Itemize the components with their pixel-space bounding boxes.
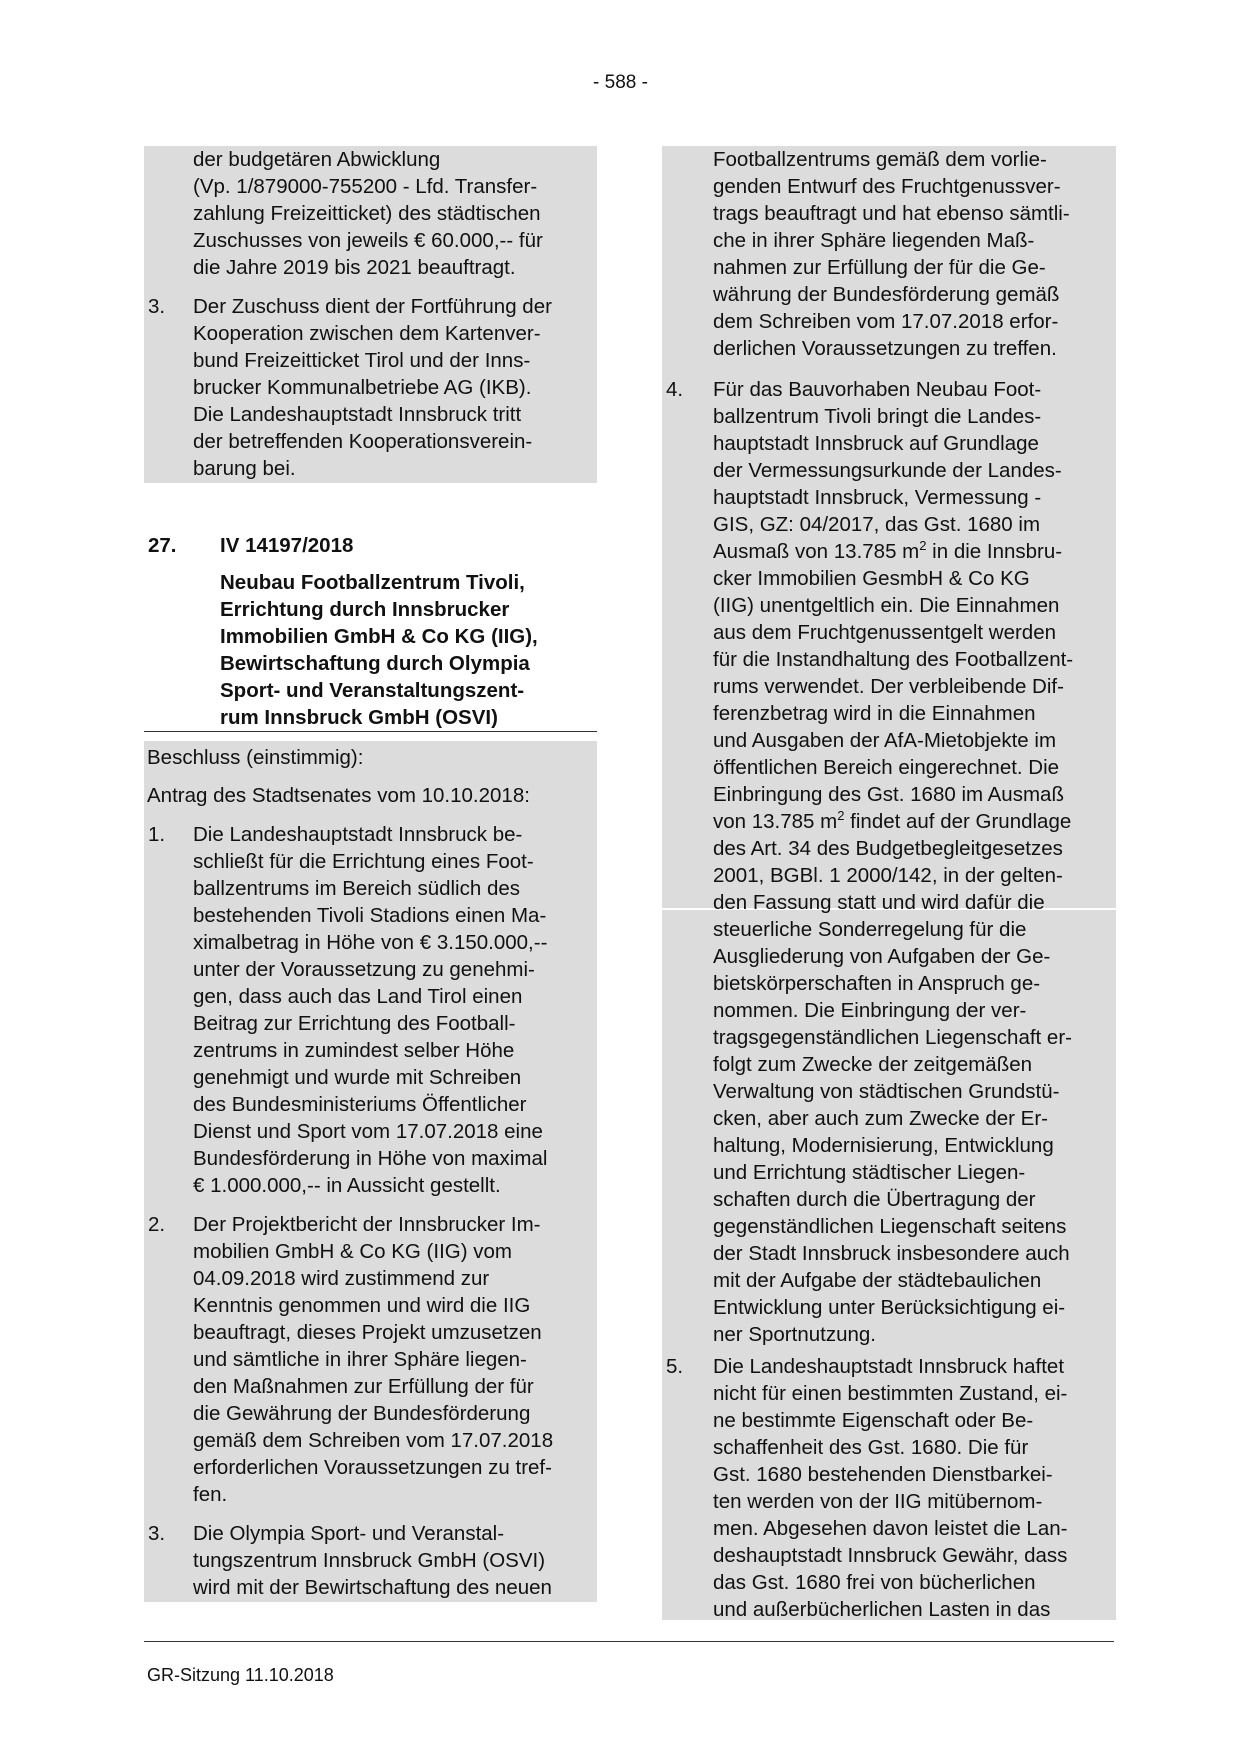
text-line: der Stadt Innsbruck insbesondere auch [713, 1242, 1070, 1265]
item1-number: 1. [148, 823, 166, 846]
text-line: schaffenheit des Gst. 1680. Die für [713, 1436, 1029, 1459]
item1-text [193, 821, 547, 1199]
text-line: die Jahre 2019 bis 2021 beauftragt. [193, 256, 516, 279]
item3-number: 3. [148, 1522, 166, 1545]
text-line: und Errichtung städtischer Liegen- [713, 1161, 1026, 1184]
text-line: ne bestimmte Eigenschaft oder Be- [713, 1409, 1034, 1432]
text-line: mit der Aufgabe der städtebaulichen [713, 1269, 1042, 1292]
text-line: ferenzbetrag wird in die Einnahmen [713, 702, 1036, 725]
text-line: gen, dass auch das Land Tirol einen [193, 985, 523, 1008]
text-line: nommen. Die Einbringung der ver- [713, 999, 1027, 1022]
text-line: tragsgegenständlichen Liegenschaft er- [713, 1026, 1072, 1049]
text-line: unter der Voraussetzung zu genehmi- [193, 958, 535, 981]
item3-continuation [713, 146, 1070, 362]
text-line: hauptstadt Innsbruck, Vermessung - [713, 486, 1042, 509]
footer-rule [144, 1641, 1114, 1642]
text-line: che in ihrer Sphäre liegenden Maß- [713, 229, 1035, 252]
text-line: das Gst. 1680 frei von bücherlichen [713, 1571, 1036, 1594]
text-line: bietskörperschaften in Anspruch ge- [713, 972, 1041, 995]
text-line: Errichtung durch Innsbrucker [220, 598, 510, 621]
text-line: der Vermessungsurkunde der Landes- [713, 459, 1062, 482]
text-line: haltung, Modernisierung, Entwicklung [713, 1134, 1054, 1157]
text-line: erforderlichen Voraussetzungen zu tref- [193, 1456, 552, 1479]
agenda-reference: IV 14197/2018 [220, 534, 354, 557]
text-line: den Maßnahmen zur Erfüllung der für [193, 1375, 534, 1398]
text-line: Zuschusses von jeweils € 60.000,-- für [193, 229, 543, 252]
text-line: schaften durch die Übertragung der [713, 1188, 1036, 1211]
item5-number: 5. [666, 1355, 684, 1378]
text-line: für die Instandhaltung des Footballzent- [713, 648, 1074, 671]
text-line: brucker Kommunalbetriebe AG (IKB). [193, 376, 532, 399]
text-line: dem Schreiben vom 17.07.2018 erfor- [713, 310, 1059, 333]
text-line: und sämtliche in ihrer Sphäre liegen- [193, 1348, 527, 1371]
agenda-number: 27. [148, 534, 177, 557]
item4-number: 4. [666, 378, 684, 401]
text-line: derlichen Voraussetzungen zu treffen. [713, 337, 1057, 360]
text-line: 2001, BGBl. 1 2000/142, in der gelten- [713, 864, 1063, 887]
text-line: Bundesförderung in Höhe von maximal [193, 1147, 548, 1170]
text-line: und außerbücherlichen Lasten in das [713, 1598, 1051, 1621]
text-line: wird mit der Bewirtschaftung des neuen [193, 1576, 552, 1599]
text-line: (Vp. 1/879000-755200 - Lfd. Transfer- [193, 175, 538, 198]
text-line: die Gewährung der Bundesförderung [193, 1402, 531, 1425]
prev-item3-number: 3. [148, 295, 166, 318]
item2-text [193, 1211, 553, 1508]
text-line: den Fassung statt und wird dafür die [713, 891, 1045, 914]
agenda-divider [144, 731, 597, 732]
text-line: Entwicklung unter Berücksichtigung ei- [713, 1296, 1066, 1319]
text-line: € 1.000.000,-- in Aussicht gestellt. [193, 1174, 501, 1197]
text-line: Kenntnis genommen und wird die IIG [193, 1294, 531, 1317]
text-line: cken, aber auch zum Zwecke der Er- [713, 1107, 1048, 1130]
text-line: ballzentrum Tivoli bringt die Landes- [713, 405, 1042, 428]
text-line: Die Landeshauptstadt Innsbruck be- [193, 823, 523, 846]
text-line: schließt für die Errichtung eines Foot- [193, 850, 534, 873]
text-line: barung bei. [193, 457, 296, 480]
text-line: Der Projektbericht der Innsbrucker Im- [193, 1213, 541, 1236]
text-line: genehmigt und wurde mit Schreiben [193, 1066, 522, 1089]
prev-item3-text [193, 293, 552, 482]
text-line: Dienst und Sport vom 17.07.2018 eine [193, 1120, 543, 1143]
text-line: Die Landeshauptstadt Innsbruck tritt [193, 403, 522, 426]
text-line: (IIG) unentgeltlich ein. Die Einnahmen [713, 594, 1060, 617]
text-line: aus dem Fruchtgenussentgelt werden [713, 621, 1057, 644]
text-line: deshauptstadt Innsbruck Gewähr, dass [713, 1544, 1068, 1567]
text-line: steuerliche Sonderregelung für die [713, 918, 1027, 941]
text-line: Bewirtschaftung durch Olympia [220, 652, 530, 675]
text-line: Für das Bauvorhaben Neubau Foot- [713, 378, 1042, 401]
text-line: beauftragt, dieses Projekt umzusetzen [193, 1321, 542, 1344]
text-line: Gst. 1680 bestehenden Dienstbarkei- [713, 1463, 1053, 1486]
text-line: gegenständlichen Liegenschaft seitens [713, 1215, 1067, 1238]
text-line: Beitrag zur Errichtung des Football- [193, 1012, 516, 1035]
text-line: des Art. 34 des Budgetbegleitgesetzes [713, 837, 1063, 860]
item4-text [713, 376, 1073, 1348]
text-line: 04.09.2018 wird zustimmend zur [193, 1267, 490, 1290]
intro-paragraph [193, 146, 543, 281]
text-line: bestehenden Tivoli Stadions einen Ma- [193, 904, 547, 927]
text-line: Einbringung des Gst. 1680 im Ausmaß [713, 783, 1064, 806]
decision-label: Beschluss (einstimmig): [147, 746, 364, 769]
item4-area-line-2: von 13.785 $m^2$ findet auf der Grundlage [713, 808, 1072, 833]
text-line: bund Freizeitticket Tirol und der Inns- [193, 349, 531, 372]
agenda-title [220, 569, 538, 731]
text-line: fen. [193, 1483, 228, 1506]
item5-text [713, 1353, 1067, 1623]
text-line: ner Sportnutzung. [713, 1323, 876, 1346]
text-line: cker Immobilien GesmbH & Co KG [713, 567, 1030, 590]
text-line: Neubau Footballzentrum Tivoli, [220, 571, 525, 594]
text-line: ballzentrums im Bereich südlich des [193, 877, 520, 900]
text-line: men. Abgesehen davon leistet die Lan- [713, 1517, 1068, 1540]
text-line: genden Entwurf des Fruchtgenussver- [713, 175, 1061, 198]
text-line: Footballzentrums gemäß dem vorlie- [713, 148, 1047, 171]
text-line: trags beauftragt und hat ebenso sämtli- [713, 202, 1070, 225]
text-line: nahmen zur Erfüllung der für die Ge- [713, 256, 1046, 279]
text-line: GIS, GZ: 04/2017, das Gst. 1680 im [713, 513, 1041, 536]
text-line: Kooperation zwischen dem Kartenver- [193, 322, 541, 345]
text-line: zahlung Freizeitticket) des städtischen [193, 202, 541, 225]
text-line: ximalbetrag in Höhe von € 3.150.000,-- [193, 931, 548, 954]
text-line: nicht für einen bestimmten Zustand, ei- [713, 1382, 1068, 1405]
text-line: Die Landeshauptstadt Innsbruck haftet [713, 1355, 1065, 1378]
item4-area-line: Ausmaß von 13.785 $m^2$ in die Innsbru- [713, 538, 1063, 563]
footer-text: GR-Sitzung 11.10.2018 [147, 1665, 334, 1685]
motion-label: Antrag des Stadtsenates vom 10.10.2018: [147, 784, 530, 807]
text-line: des Bundesministeriums Öffentlicher [193, 1093, 527, 1116]
text-line: Der Zuschuss dient der Fortführung der [193, 295, 552, 318]
item3-text [193, 1520, 552, 1601]
text-line: rum Innsbruck GmbH (OSVI) [220, 706, 498, 729]
text-line: und Ausgaben der AfA-Mietobjekte im [713, 729, 1057, 752]
text-line: der betreffenden Kooperationsverein- [193, 430, 533, 453]
text-line: hauptstadt Innsbruck auf Grundlage [713, 432, 1039, 455]
text-line: Ausgliederung von Aufgaben der Ge- [713, 945, 1051, 968]
text-line: währung der Bundesförderung gemäß [713, 283, 1060, 306]
text-line: rums verwendet. Der verbleibende Dif- [713, 675, 1064, 698]
text-line: Die Olympia Sport- und Veranstal- [193, 1522, 505, 1545]
text-line: zentrums in zumindest selber Höhe [193, 1039, 515, 1062]
text-line: folgt zum Zwecke der zeitgemäßen [713, 1053, 1033, 1076]
text-line: Immobilien GmbH & Co KG (IIG), [220, 625, 538, 648]
text-line: Sport- und Veranstaltungszent- [220, 679, 525, 702]
text-line: mobilien GmbH & Co KG (IIG) vom [193, 1240, 512, 1263]
text-line: ten werden von der IIG mitübernom- [713, 1490, 1043, 1513]
text-line: tungszentrum Innsbruck GmbH (OSVI) [193, 1549, 546, 1572]
page-number: - 588 - [593, 72, 648, 93]
text-line: der budgetären Abwicklung [193, 148, 441, 171]
text-line: öffentlichen Bereich eingerechnet. Die [713, 756, 1060, 779]
item2-number: 2. [148, 1213, 166, 1236]
text-line: Verwaltung von städtischen Grundstü- [713, 1080, 1060, 1103]
text-line: gemäß dem Schreiben vom 17.07.2018 [193, 1429, 554, 1452]
